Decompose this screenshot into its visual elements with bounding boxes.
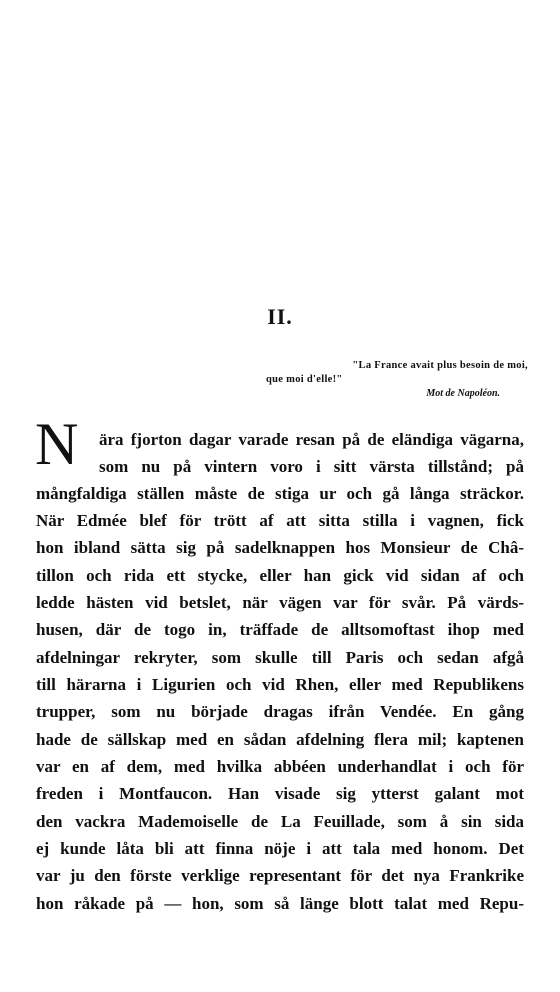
text-line-4: När Edmée blef för trött af att sitta stilla i vagnen, fick (36, 511, 524, 530)
text-line-8: husen, där de togo in, träffade de alltsomoftast ihop med (36, 620, 524, 639)
epigraph (266, 359, 528, 387)
text-line-6: tillon och rida ett stycke, eller han gick vid sidan af och (36, 566, 524, 585)
text-line-7: ledde hästen vid betslet, när vägen var för svår. På värds- (36, 593, 524, 612)
text-line-1: ära fjorton dagar varade resan på de eländiga vägarna, (99, 430, 524, 449)
epigraph-line-2: que moi d'elle!" (266, 374, 343, 385)
drop-cap: N (35, 411, 79, 477)
text-line-3: mångfaldiga ställen måste de stiga ur och gå långa sträckor. (36, 484, 524, 503)
text-line-18: hon råkade på — hon, som så länge blott talat med Repu- (36, 894, 524, 913)
text-line-9: afdelningar rekryter, som skulle till Paris och sedan afgå (36, 648, 524, 667)
text-line-5: hon ibland sätta sig på sadelknappen hos Monsieur de Châ- (36, 538, 524, 557)
text-line-17: var ju den förste verklige representant för det nya Frankrike (36, 866, 524, 885)
text-line-2: som nu på vintern voro i sitt värsta tillstånd; på (99, 457, 524, 476)
epigraph-attribution: Mot de Napoléon. (426, 388, 500, 399)
text-line-16: ej kunde låta bli att finna nöje i att tala med honom. Det (36, 839, 524, 858)
text-line-10: till härarna i Ligurien och vid Rhen, eller med Republikens (36, 675, 524, 694)
epigraph-line-1: "La France avait plus besoin de moi, (352, 360, 528, 371)
text-line-14: freden i Montfaucon. Han visade sig ytterst galant mot (36, 784, 524, 803)
chapter-heading: II. (267, 304, 293, 329)
text-line-13: var en af dem, med hvilka abbéen underhandlat i och för (36, 757, 524, 776)
text-line-15: den vackra Mademoiselle de La Feuillade, som å sin sida (36, 812, 524, 831)
text-line-11: trupper, som nu började dragas ifrån Vendée. En gång (36, 702, 524, 721)
text-line-12: hade de sällskap med en sådan afdelning flera mil; kaptenen (36, 730, 524, 749)
